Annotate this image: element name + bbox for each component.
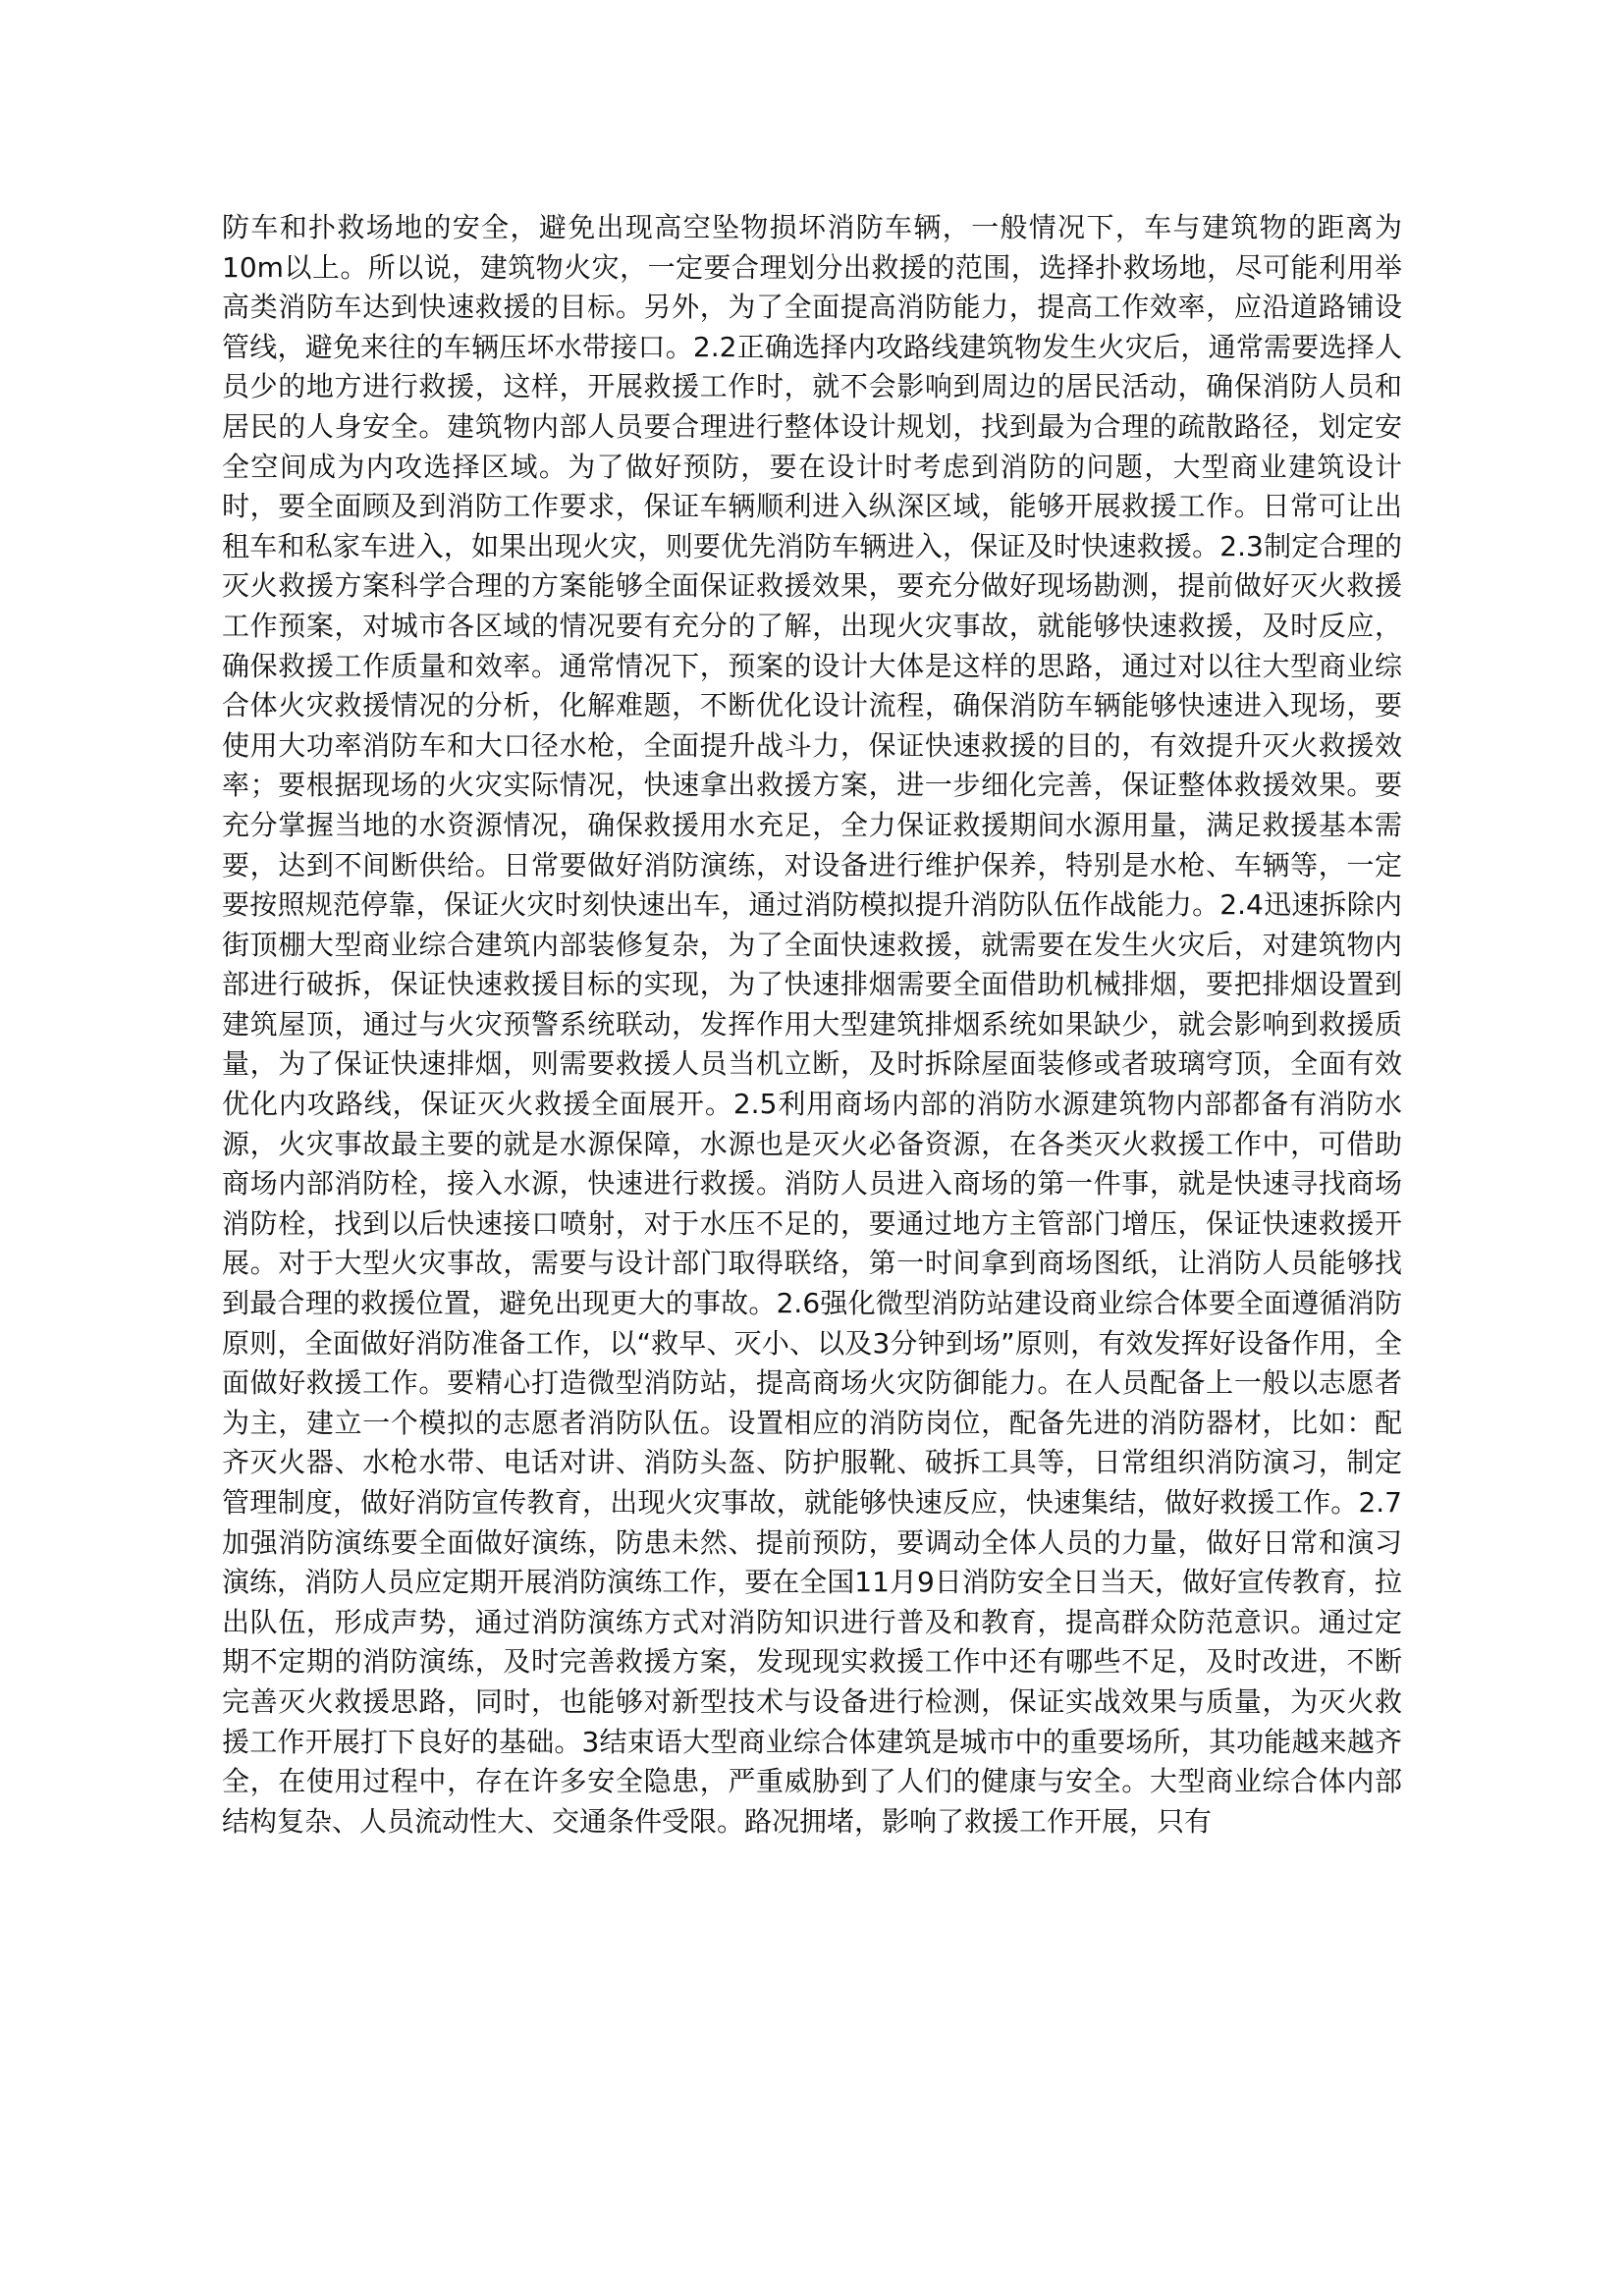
body-paragraph: 防车和扑救场地的安全，避免出现高空坠物损坏消防车辆，一般情况下，车与建筑物的距离为10m以上。所以说，建筑物火灾，一定要合理划分出救援的范围，选择扑救场地，尽可能利用举高类消防车达到快速救援的目标。另外，为了全面提高消防能力，提高工作效率，应沿道路铺设管线，避免来往的车辆压坏水带接口。2.2正确选择内攻路线建筑物发生火灾后，通常需要选择人员少的地方进行救援，这样，开展救援工作时，就不会影响到周边的居民活动，确保消防人员和居民的人身安全。建筑物内部人员要合理进行整体设计规划，找到最为合理的疏散路径，划定安全空间成为内攻选择区域。为了做好预防，要在设计时考虑到消防的问题，大型商业建筑设计时，要全面顾及到消防工作要求，保证车辆顺利进入纵深区域，能够开展救援工作。日常可让出租车和私家车进入，如果出现火灾，则要优先消防车辆进入，保证及时快速救援。2.3制定合理的灭火救援方案科学合理的方案能够全面保证救援效果，要充分做好现场勘测，提前做好灭火救援工作预案，对城市各区域的情况要有充分的了解，出现火灾事故，就能够快速救援，及时反应，确保救援工作质量和效率。通常情况下，预案的设计大体是这样的思路，通过对以往大型商业综合体火灾救援情况的分析，化解难题，不断优化设计流程，确保消防车辆能够快速进入现场，要使用大功率消防车和大口径水枪，全面提升战斗力，保证快速救援的目的，有效提升灭火救援效率；要根据现场的火灾实际情况，快速拿出救援方案，进一步细化完善，保证整体救援效果。要充分掌握当地的水资源情况，确保救援用水充足，全力保证救援期间水源用量，满足救援基本需要，达到不间断供给。日常要做好消防演练，对设备进行维护保养，特别是水枪、车辆等，一定要按照规范停靠，保证火灾时刻快速出车，通过消防模拟提升消防队伍作战能力。2.4迅速拆除内街顶棚大型商业综合建筑内部装修复杂，为了全面快速救援，就需要在发生火灾后，对建筑物内部进行破拆，保证快速救援目标的实现，为了快速排烟需要全面借助机械排烟，要把排烟设置到建筑屋顶，通过与火灾预警系统联动，发挥作用大型建筑排烟系统如果缺少，就会影响到救援质量，为了保证快速排烟，则需要救援人员当机立断，及时拆除屋面装修或者玻璃穹顶，全面有效优化内攻路线，保证灭火救援全面展开。2.5利用商场内部的消防水源建筑物内部都备有消防水源，火灾事故最主要的就是水源保障，水源也是灭火必备资源，在各类灭火救援工作中，可借助商场内部消防栓，接入水源，快速进行救援。消防人员进入商场的第一件事，就是快速寻找商场消防栓，找到以后快速接口喷射，对于水压不足的，要通过地方主管部门增压，保证快速救援开展。对于大型火灾事故，需要与设计部门取得联络，第一时间拿到商场图纸，让消防人员能够找到最合理的救援位置，避免出现更大的事故。2.6强化微型消防站建设商业综合体要全面遵循消防原则，全面做好消防准备工作，以“救早、灭小、以及3分钟到场”原则，有效发挥好设备作用，全面做好救援工作。要精心打造微型消防站，提高商场火灾防御能力。在人员配备上一般以志愿者为主，建立一个模拟的志愿者消防队伍。设置相应的消防岗位，配备先进的消防器材，比如：配齐灭火器、水枪水带、电话对讲、消防头盔、防护服靴、破拆工具等，日常组织消防演习，制定管理制度，做好消防宣传教育，出现火灾事故，就能够快速反应，快速集结，做好救援工作。2.7加强消防演练要全面做好演练，防患未然、提前预防，要调动全体人员的力量，做好日常和演习演练，消防人员应定期开展消防演练工作，要在全国11月9日消防安全日当天，做好宣传教育，拉出队伍，形成声势，通过消防演练方式对消防知识进行普及和教育，提高群众防范意识。通过定期不定期的消防演练，及时完善救援方案，发现现实救援工作中还有哪些不足，及时改进，不断完善灭火救援思路，同时，也能够对新型技术与设备进行检测，保证实战效果与质量，为灭火救援工作开展打下良好的基础。3结束语大型商业综合体建筑是城市中的重要场所，其功能越来越齐全，在使用过程中，存在许多安全隐患，严重威胁到了人们的健康与安全。大型商业综合体内部结构复杂、人员流动性大、交通条件受限。路况拥堵，影响了救援工作开展，只有 bbox=[222, 211, 1402, 1838]
